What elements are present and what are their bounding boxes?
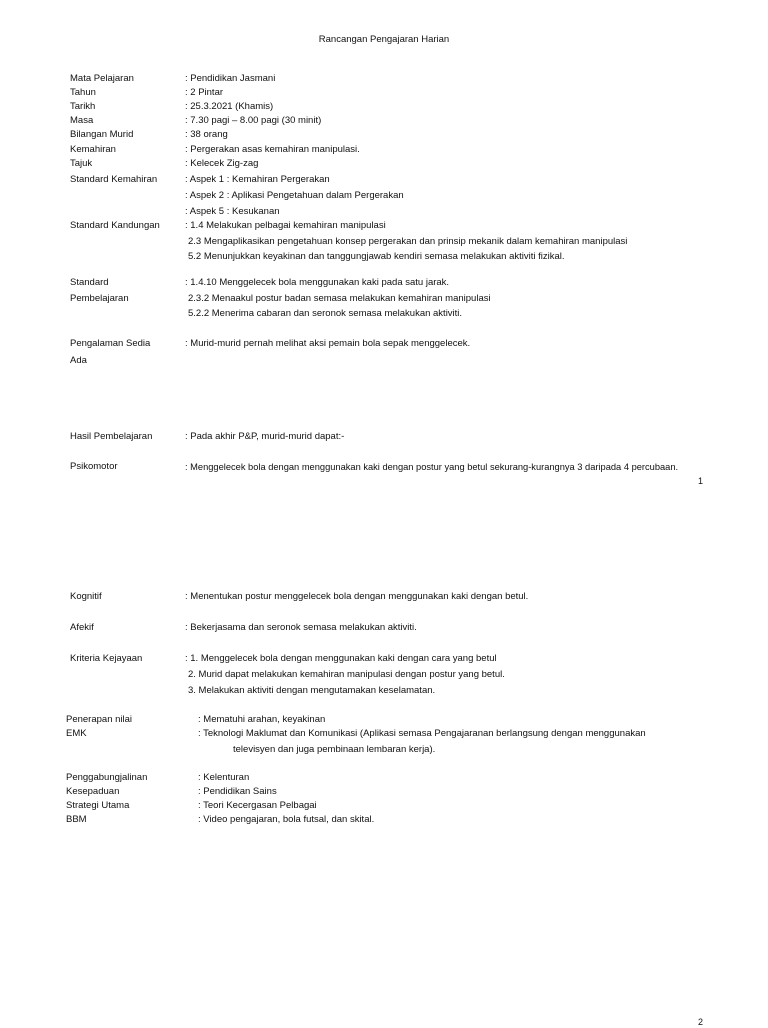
kriteria-line: : 1. Menggelecek bola dengan menggunakan kaki dengan cara yang betul (185, 653, 497, 664)
value-emk: : Teknologi Maklumat dan Komunikasi (Aplikasi semasa Pengajaranan berlangsung dengan menggunakan (198, 728, 646, 739)
value-emk-continuation: televisyen dan juga pembinaan lembaran kerja). (233, 744, 436, 755)
value-afektif: : Bekerjasama dan seronok semasa melakukan aktiviti. (185, 622, 417, 633)
label-kemahiran: Kemahiran (70, 144, 116, 155)
standard-pembelajaran-line: 5.2.2 Menerima cabaran dan seronok semasa melakukan aktiviti. (188, 308, 463, 319)
standard-kemahiran-line: : Aspek 1 : Kemahiran Pergerakan (185, 174, 330, 185)
label-standard-kemahiran: Standard Kemahiran (70, 174, 158, 185)
label-pengalaman-2: Ada (70, 355, 87, 366)
label-strategi-utama: Strategi Utama (66, 800, 130, 811)
standard-pembelajaran-line: : 1.4.10 Menggelecek bola menggunakan kaki pada satu jarak. (185, 277, 450, 288)
label-standard-kandungan: Standard Kandungan (70, 220, 160, 231)
standard-kandungan-line: : 1.4 Melakukan pelbagai kemahiran manipulasi (185, 220, 386, 231)
label-mata-pelajaran: Mata Pelajaran (70, 73, 134, 84)
page-number: 2 (698, 1017, 704, 1027)
label-standard-pembelajaran-1: Standard (70, 277, 109, 288)
standard-kandungan-line: 2.3 Mengaplikasikan pengetahuan konsep pergerakan dan prinsip mekanik dalam kemahiran manipulasi (188, 236, 628, 247)
label-bbm: BBM (66, 814, 87, 825)
label-kognitif: Kognitif (70, 591, 102, 602)
label-kriteria-kejayaan: Kriteria Kejayaan (70, 653, 143, 664)
standard-kandungan-line: 5.2 Menunjukkan keyakinan dan tanggungjawab kendiri semasa melakukan aktiviti fizikal. (188, 251, 565, 262)
label-tajuk: Tajuk (70, 158, 93, 169)
value-bilangan-murid: : 38 orang (185, 129, 228, 140)
label-penggabungjalinan: Penggabungjalinan (66, 772, 148, 783)
value-penggabungjalinan: : Kelenturan (198, 772, 250, 783)
value-pengalaman: : Murid-murid pernah melihat aksi pemain bola sepak menggelecek. (185, 338, 471, 349)
label-emk: EMK (66, 728, 87, 739)
value-kemahiran: : Pergerakan asas kemahiran manipulasi. (185, 144, 360, 155)
label-psikomotor: Psikomotor (70, 461, 118, 472)
value-hasil-pembelajaran: : Pada akhir P&P, murid-murid dapat:- (185, 431, 345, 442)
value-strategi-utama: : Teori Kecergasan Pelbagai (198, 800, 317, 811)
label-bilangan-murid: Bilangan Murid (70, 129, 134, 140)
label-hasil-pembelajaran: Hasil Pembelajaran (70, 431, 153, 442)
value-bbm: : Video pengajaran, bola futsal, dan skital. (198, 814, 375, 825)
value-masa: : 7.30 pagi – 8.00 pagi (30 minit) (185, 115, 322, 126)
value-tajuk: : Kelecek Zig-zag (185, 158, 259, 169)
kriteria-line: 3. Melakukan aktiviti dengan mengutamakan keselamatan. (188, 685, 436, 696)
value-penerapan-nilai: : Mematuhi arahan, keyakinan (198, 714, 326, 725)
label-tarikh: Tarikh (70, 101, 96, 112)
label-kesepaduan: Kesepaduan (66, 786, 120, 797)
value-kesepaduan: : Pendidikan Sains (198, 786, 277, 797)
document-title: Rancangan Pengajaran Harian (318, 34, 450, 45)
value-tarikh: : 25.3.2021 (Khamis) (185, 101, 274, 112)
standard-kemahiran-line: : Aspek 2 : Aplikasi Pengetahuan dalam Pergerakan (185, 190, 404, 201)
standard-kemahiran-line: : Aspek 5 : Kesukanan (185, 206, 280, 217)
label-afektif: Afekif (70, 622, 94, 633)
label-standard-pembelajaran-2: Pembelajaran (70, 293, 129, 304)
label-masa: Masa (70, 115, 94, 126)
value-mata-pelajaran: : Pendidikan Jasmani (185, 73, 276, 84)
page-number: 1 (698, 476, 704, 486)
kriteria-line: 2. Murid dapat melakukan kemahiran manipulasi dengan postur yang betul. (188, 669, 505, 680)
label-pengalaman-1: Pengalaman Sedia (70, 338, 151, 349)
value-tahun: : 2 Pintar (185, 87, 224, 98)
label-tahun: Tahun (70, 87, 96, 98)
standard-pembelajaran-line: 2.3.2 Menaakul postur badan semasa melakukan kemahiran manipulasi (188, 293, 491, 304)
value-psikomotor: : Menggelecek bola dengan menggunakan kaki dengan postur yang betul sekurang-kurangnya 3 daripada 4 percubaan. (185, 462, 679, 472)
label-penerapan-nilai: Penerapan nilai (66, 714, 133, 725)
value-kognitif: : Menentukan postur menggelecek bola dengan menggunakan kaki dengan betul. (185, 591, 529, 602)
